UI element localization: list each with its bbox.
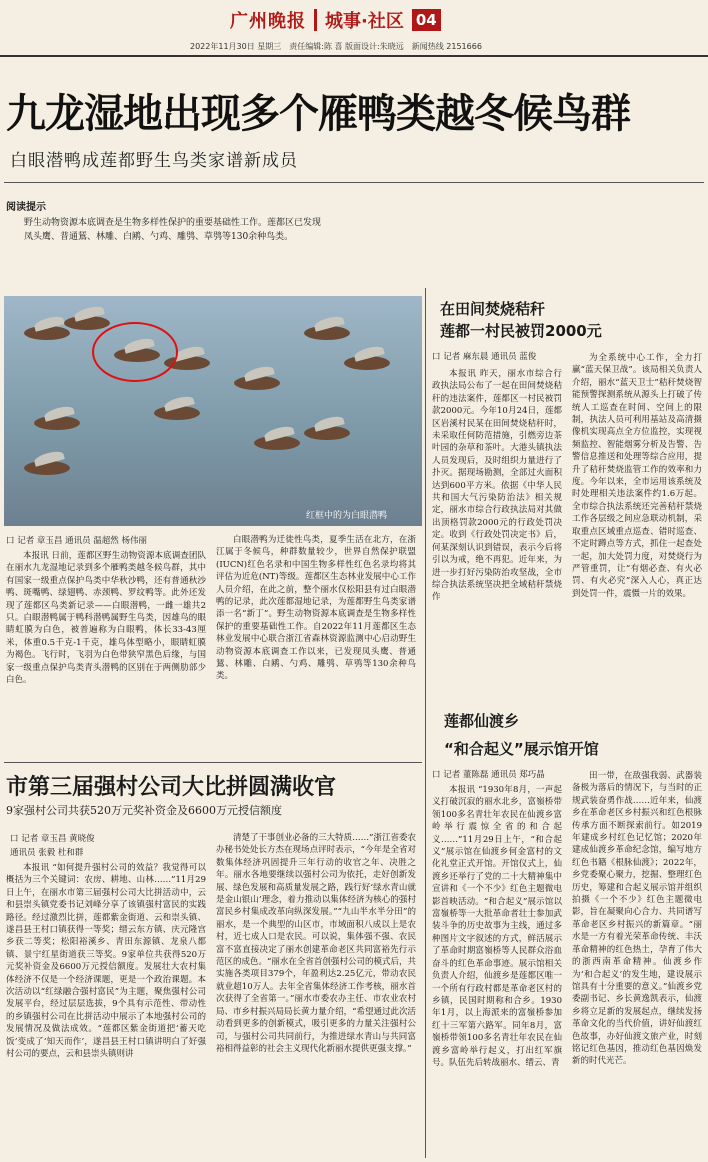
main-subheadline: 白眼潜鸭成莲都野生鸟类家谱新成员: [10, 151, 298, 171]
divider: [4, 762, 422, 763]
main-article-col2: 白眼潜鸭为迁徙性鸟类，夏季生活在北方，在浙江属于冬候鸟，种群数量较少，世界自然保护联盟(IUCN)红色名录和中国生物多样性红色名录均将其评估为近危(NT)等级。莲都区生态林业发展中心工作人员介绍，在此之前，整个丽水仅松阳县有过白眼潜鸭的记录，此次莲都湿地记录，为莲都野生鸟类家谱添一名“新丁”。野生动物资源本底调查是生物多样性保护的重要基础性工作。自2022年11月莲都区生态林业发展中心联合浙江省森林资源监测中心启动野生动物资源本底调查工作以来，已发现凤头鹰、普通鵟、林雕、白鹇、勺鸡、雕鸮、草鸮等130余种鸟类。: [216, 535, 416, 682]
page-number: 04: [412, 9, 441, 31]
article-1-col2: 为全系统中心工作，全力打赢“蓝天保卫战”。该局相关负责人介绍，丽水“蓝天卫士”秸秆焚烧智能预警探测系统从源头上打破了传统人工巡查在时间、空间上的限制，执法人员可利用基站及高清摄像机实现高点全方位监控，实现视频监控、智能烟雾分析及告警、告警信息推送和处理等综合应用，提升了秸秆焚烧监管工作的效率和力度。今年以来，全市运用该系统及时处理相关违法案件约1.6万起。全市综合执法系统还完善秸秆禁烧工作各层级之间应急联动机制，采取重点区域重点巡查、错时巡查、不定时蹲点等方式，抓住一起查处一起，加大处罚力度，对焚烧行为严管重罚，让“有烟必查、有火必罚、有火必究”深入人心，真正达到处罚一件，震慑一片的效果。: [572, 353, 702, 599]
masthead-divider: [314, 9, 317, 31]
reading-tip-label: 阅读提示: [6, 202, 46, 213]
article-3-title: 市第三届强村公司大比拼圆满收官: [6, 775, 337, 800]
section-name: 城事·社区: [325, 11, 404, 32]
masthead: [0, 0, 708, 40]
column-rule: [425, 288, 426, 1158]
article-2-byline: 口 记者 董陈磊 通讯员 郑巧晶: [432, 770, 545, 780]
article-2-col2: 田一带，在敌强我弱、武器装备极为落后的情况下，与当时的正规武装奋勇作战……近年来，仙渡乡在革命老区乡村振兴和红色根脉传承方面不断探索前行。如2019年建成乡村红色记忆馆；2020年建成仙渡乡革命纪念馆，编写地方红色书籍《根脉仙渡》；2022年，乡党委聚心聚力，挖掘、整理红色历史，筹建和合起义展示馆并组织拍摄《一个不少》红色主题微电影，旨在凝聚向心合力、共同谱写革命老区乡村振兴的新篇章。“丽水是一方有着光荣革命传统、丰沃革命精神的红色热土，孕育了伟大的浙西南革命精神。仙渡乡作为‘和合起义’的发生地，建设展示馆具有十分重要的意义。”仙渡乡党委副书记、乡长黄逸凯表示，仙渡乡将立足新的发展起点，继续发扬革命文化的当代价值，讲好仙渡红色故事，办好仙渡文旅产业，时刻铭记红色基因，推动红色基因焕发新的时代光芒。: [572, 771, 702, 1067]
article-1-byline: 口 记者 麻东晨 通讯员 蓝俊: [432, 352, 537, 362]
photo-caption: 红框中的为白眼潜鸭: [306, 511, 388, 521]
divider: [4, 182, 704, 183]
article-3-byline-1: 口 记者 章玉昌 黄晓俊: [10, 834, 95, 844]
top-rule: [0, 55, 708, 57]
article-1-title-line2: 莲都一村民被罚2000元: [440, 322, 602, 340]
dateline: 2022年11月30日 星期三 责任编辑:陈 喜 版面设计:朱晓远 新闻热线 2151666: [190, 42, 482, 51]
article-3-col2: 清楚了干事创业必备的三大特质……”浙江省委农办秘书处处长方杰在现场点评时表示，“今年是全省对数集体经济巩固提升三年行动的收官之年、决胜之年。丽水各地要继续以强村公司为依托，走好创新发展、绿色发展和高质量发展之路，践行好‘绿水青山就是金山银山’理念，着力推动以集体经济为核心的强村富民乡村集成改革向纵深发展。”“九山半水半分田”的丽水，是一个典型的山区市，市域面积八成以上是农村，近七成人口是农民。可以说，集体强不强、农民富不富直接决定了丽水创建革命老区共同富裕先行示范区的成色。“丽水在全省首创强村公司的模式后，共实施各类项目379个，年盈利达2.25亿元，带动农民就业超10万人。去年全省集体经济工作考核，丽水首次获得了全省第一。”丽水市委农办主任、市农业农村局、市乡村振兴局局长黄力量介绍，“希望通过此次活动看到更多的创新模式，吸引更多的力量关注强村公司，与强村公司共同前行，为推进绿水青山与共同富裕相得益彰的社会主义现代化新丽水提供更强支撑。”: [216, 833, 416, 1054]
article-2-title-line1: 莲都仙渡乡: [444, 712, 520, 730]
article-2-title-line2: “和合起义”展示馆开馆: [444, 740, 599, 758]
reading-tip-text: 野生动物资源本底调查是生物多样性保护的重要基础性工作。莲都区已发现凤头鹰、普通鵟、林雕、白鹇、勺鸡、雕鸮、草鸮等130余种鸟类。: [24, 218, 322, 242]
article-2-col1: 本报讯 “1930年8月，一声起义打破沉寂的丽水北乡，富嶺桥带领100多名青壮年农民在仙渡乡富岭举行震惊全省的和合起义……”11月29日上午，“和合起义”展示馆在仙渡乡何金富村的文化礼堂正式开馆。开馆仪式上，仙渡乡还举行了党的二十大精神集中宣讲和《一个不少》红色主题微电影首映活动。“和合起义”展示馆以富嶺桥等一大批革命者壮士参加武装斗争的历史故事为主线，通过多种图片文字叙述的方式，鲜活展示了革命时期富嶺桥等人民群众浴血奋斗的红色革命事迹。展示馆相关负责人介绍，仙渡乡是莲都区唯一一个所有行政村都是革命老区村的乡镇，民国时期称和合乡。1930年1月，以上海派来的富嶺桥参加红十三军第六路军。同年8月，富嶺桥带领100多名青壮年农民在仙渡乡富岭举行起义，打出红军旗号。队伍先后转战丽水、缙云、青: [432, 785, 562, 1068]
main-byline: 口 记者 章玉昌 通讯员 温超然 杨伟丽: [6, 536, 148, 546]
article-3-col1: 本报讯 “如何提升强村公司的效益？我觉得可以概括为三个关键词：农房、耕地、山林……”11月29日上午，在丽水市第三届强村公司大比拼活动中，云和县崇头镇党委书记刘峰分享了该镇强村富民的实践路径。经过激烈比拼，莲都紫金街道、云和崇头镇、遂昌县王村口镇获得一等奖；缙云东方镇、庆元隆宫乡获二等奖；松阳裕溪乡、青田东源镇、龙泉八都镇、景宁红星街道获三等奖。9家单位共获得520万元奖补资金及6600万元授信额度。发展壮大农村集体经济不仅是一个经济课题，更是一个政治课题。本次活动以“红绿融合强村富民”为主题，聚焦强村公司发展平台，经过层层选拔，9个具有示范性、带动性的乡镇强村公司在比拼活动中展示了本地强村公司的发展情况及做法成效。“莲都区紫金街道把‘蓄天吃饭’变成了‘知天而作’，遂昌县王村口镇讲明白了好强村公司的要点，云和县崇头镇则讲: [6, 863, 206, 1060]
newspaper-name: 广州晚报: [230, 11, 306, 32]
ducks-photo: [4, 296, 422, 526]
article-3-byline-2: 通讯员 张毅 杜和群: [10, 848, 84, 858]
article-3-subtitle: 9家强村公司共获520万元奖补资金及6600万元授信额度: [6, 804, 282, 817]
highlight-circle: [92, 322, 178, 382]
article-1-title-line1: 在田间焚烧秸秆: [440, 300, 546, 318]
main-article-col1: 本报讯 日前，莲都区野生动物资源本底调查团队在丽水九龙湿地记录到多个雁鸭类越冬候鸟群，其中有国家一级重点保护鸟类中华秋沙鸭，还有普通秋沙鸭、斑嘴鸭、绿翅鸭、赤颈鸭、罗纹鸭等。此外还发现了莲都区鸟类新记录——白眼潜鸭，一雌一雄共2只。白眼潜鸭属于鸭科潜鸭属野生鸟类，因雄鸟的眼睛虹膜为白色，被普遍称为白眼鸭，体长33-43厘米，体重0.5千克-1千克，雄鸟体型略小，眼睛虹膜为褐色。飞行时，飞羽为白色带狭窄黑色后缘，与国家一级重点保护鸟类青头潜鸭的区别在于两侧肋部少白色。: [6, 551, 206, 686]
main-headline: 九龙湿地出现多个雁鸭类越冬候鸟群: [6, 91, 630, 137]
article-1-col1: 本报讯 昨天，丽水市综合行政执法局公布了一起在田间焚烧秸秆的违法案件，莲都区一村民被罚款2000元。今年10月24日，莲都区岩溪村民某在田间焚烧秸秆时，未采取任何防范措施，引燃旁边茶叶园的杂草和茶叶。大港头镇执法人员发现后，及时组织力量进行了扑灭。据现场勘测，全部过火面积达到600平方米。依据《中华人民共和国大气污染防治法》相关规定，丽水市综合行政执法局对其做出顶格罚款2000元的行政处罚决定。收到《行政处罚决定书》后，何某深刻认识到错误，表示今后将引以为戒，绝不再犯。近年来，为进一步打好污染防治攻坚战，全市综合执法系统坚决把全域秸秆禁烧作: [432, 369, 562, 603]
